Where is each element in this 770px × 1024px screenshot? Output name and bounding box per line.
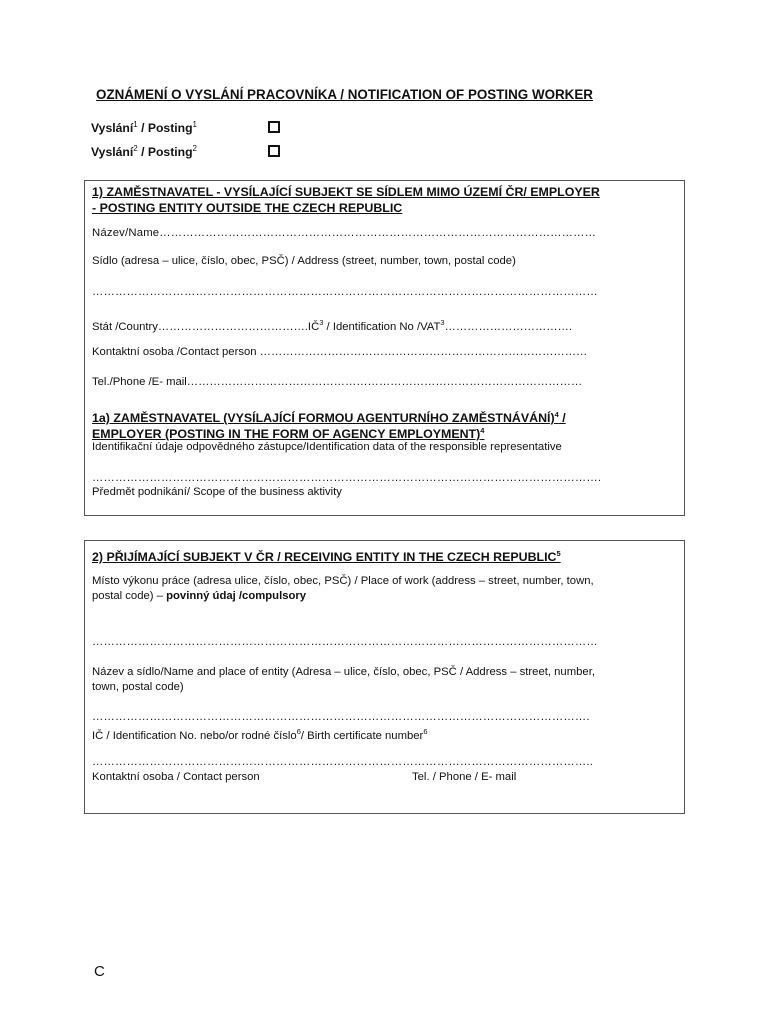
document-title: OZNÁMENÍ O VYSLÁNÍ PRACOVNÍKA / NOTIFICATION OF POSTING WORKER <box>96 87 593 102</box>
section-1a-heading-line1: 1a) ZAMĚSTNAVATEL (VYSÍLAJÍCÍ FORMOU AGENTURNÍHO ZAMĚSTNÁVÁNÍ)$^4$ / <box>92 410 566 426</box>
representative-ident-label: Identifikační údaje odpovědného zástupce/Identification data of the responsible representative <box>92 441 562 453</box>
section-2-receiving-entity <box>84 540 685 814</box>
section-1a-heading-line2: EMPLOYER (POSTING IN THE FORM OF AGENCY EMPLOYMENT)$^4$ <box>92 426 485 442</box>
entity-name-label-line1: Název a sídlo/Name and place of entity (Adresa – ulice, číslo, obec, PSČ / Address – street, number, <box>92 666 595 678</box>
identification-no-label: IČ / Identification No. nebo/or rodné číslo$^6$/ Birth certificate number$^6$ <box>92 727 428 742</box>
posting-option-1-checkbox[interactable] <box>268 121 280 133</box>
footer-letter: C <box>94 963 105 980</box>
section-1-heading-line1: 1) ZAMĚSTNAVATEL - VYSÍLAJÍCÍ SUBJEKT SE SÍDLEM MIMO ÚZEMÍ ČR/ EMPLOYER <box>92 185 600 199</box>
receiving-phone-label: Tel. / Phone / E- mail <box>412 771 517 783</box>
section-1-heading-line2: - POSTING ENTITY OUTSIDE THE CZECH REPUBLIC <box>92 201 403 215</box>
employer-country-field[interactable]: Stát $/Country\dots\dots\dots\dots\dots\dots\dots\dots\dots\dots\dots\dots\dots.IČ^3$ / Identification No /VAT$^3$……………………………. <box>92 318 572 333</box>
posting-option-1-label: Vyslání$^1$ / Posting$^1$ <box>91 120 197 136</box>
receiving-contact-label: Kontaktní osoba / Contact person <box>92 771 260 783</box>
place-of-work-field[interactable]: …………………………………………………………………………………………………………………… <box>92 636 598 648</box>
identification-no-field[interactable]: ………………………………………………………………………………………………………………….. <box>92 756 594 768</box>
employer-address-field[interactable]: …………………………………………………………………………………………………………………… <box>92 286 598 298</box>
section-2-heading: 2) PŘIJÍMAJÍCÍ SUBJEKT V ČR / RECEIVING ENTITY IN THE CZECH REPUBLIC$^5$ <box>92 549 561 565</box>
place-of-work-label-line1: Místo výkonu práce (adresa ulice, číslo, obec, PSČ) / Place of work (address – street, number, town, <box>92 575 594 587</box>
employer-phone-field[interactable]: Tel./Phone /E- mail…………………………………………………………………………………………… <box>92 376 583 388</box>
section-1-employer <box>84 180 685 516</box>
posting-option-2-checkbox[interactable] <box>268 145 280 157</box>
employer-contact-field[interactable]: Kontaktní osoba /Contact person …………………………………………………………………………… <box>92 346 588 358</box>
entity-name-field[interactable]: …………………………………………………………………………………………………………………. <box>92 711 590 723</box>
employer-name-field[interactable]: Název/Name…………………………………………………………………………………………………… <box>92 227 597 239</box>
posting-option-2-label: Vyslání$^2$ / Posting$^2$ <box>91 144 197 160</box>
place-of-work-label-line2: postal code) – povinný údaj /compulsory <box>92 590 307 602</box>
entity-name-label-line2: town, postal code) <box>92 681 184 693</box>
employer-address-label: Sídlo (adresa – ulice, číslo, obec, PSČ) / Address (street, number, town, postal code) <box>92 255 516 267</box>
representative-ident-field[interactable]: ……………………………………………………………………………………………………………………. <box>92 472 602 484</box>
business-scope-label: Předmět podnikání/ Scope of the business aktivity <box>92 486 342 498</box>
